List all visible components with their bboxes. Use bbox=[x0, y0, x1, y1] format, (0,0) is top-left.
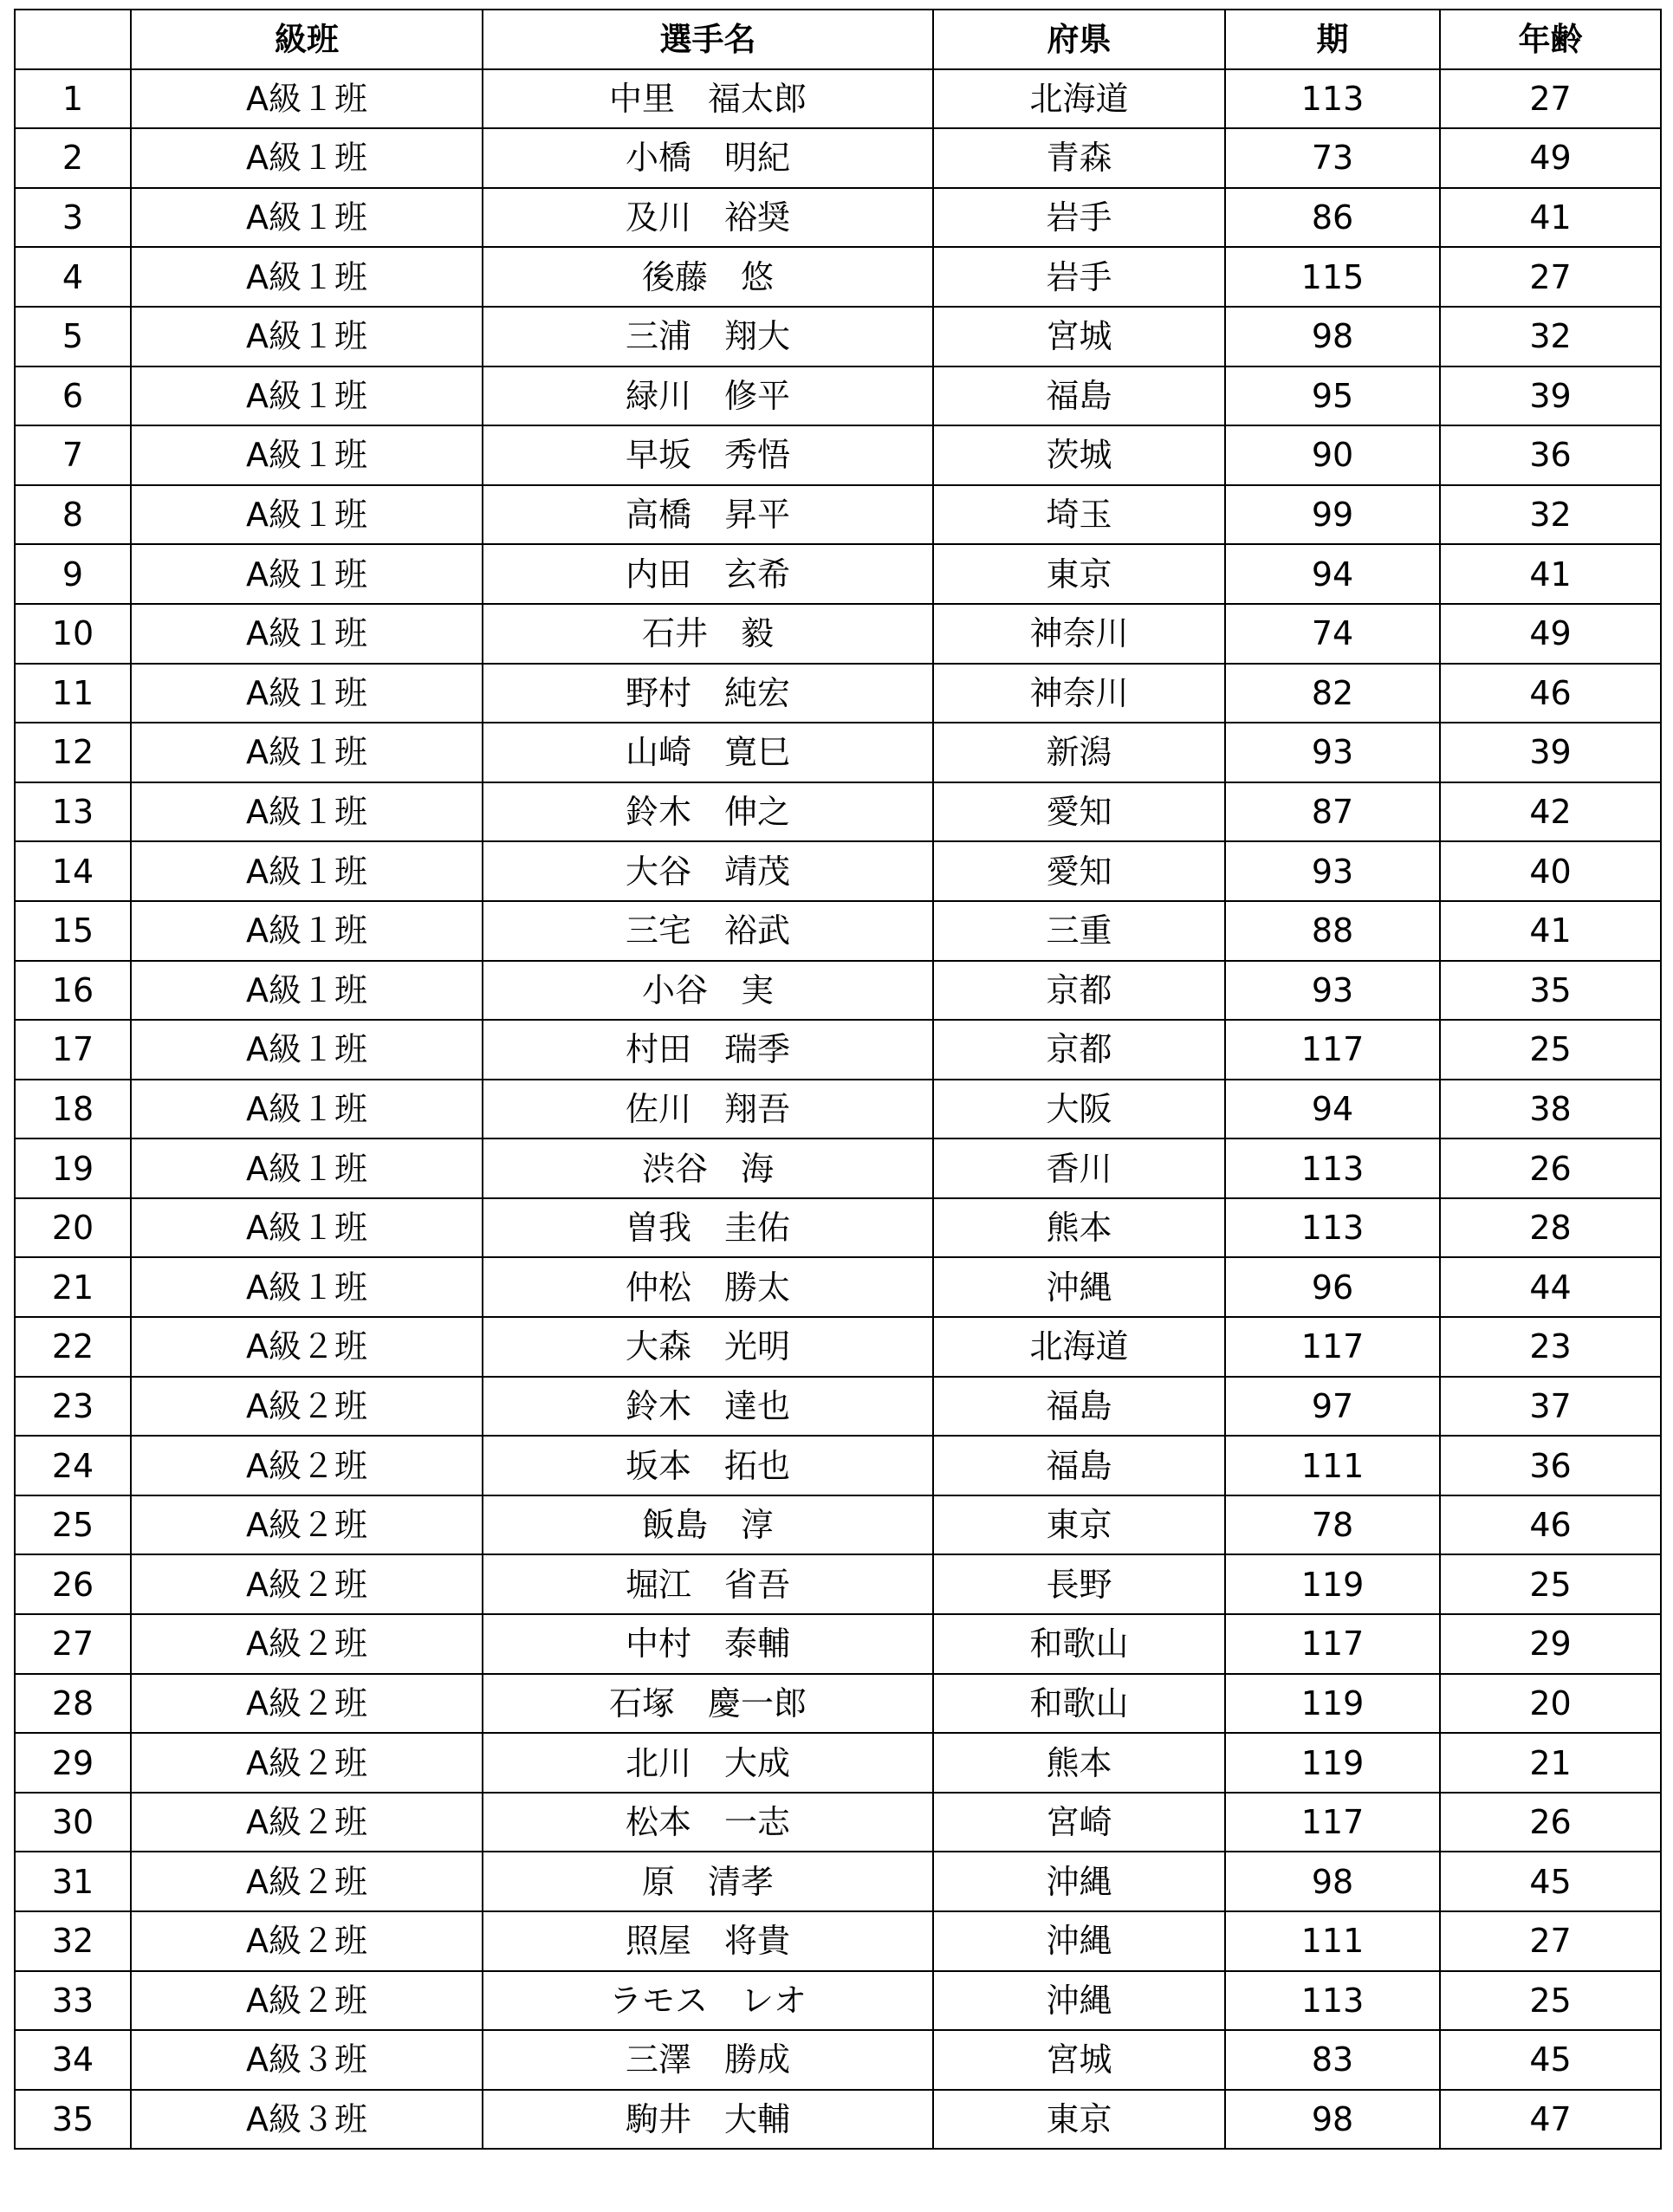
row-age: 25 bbox=[1440, 1971, 1661, 2031]
row-age: 27 bbox=[1440, 247, 1661, 307]
table-row bbox=[15, 1614, 1661, 1674]
row-class: A級２班 bbox=[131, 1793, 483, 1852]
row-number: 27 bbox=[15, 1614, 131, 1674]
row-number: 15 bbox=[15, 901, 131, 961]
row-age: 23 bbox=[1440, 1317, 1661, 1377]
row-age: 49 bbox=[1440, 604, 1661, 664]
table-row bbox=[15, 1138, 1661, 1198]
row-term: 98 bbox=[1225, 2090, 1440, 2150]
row-class: A級２班 bbox=[131, 1377, 483, 1437]
row-name: 村田 瑞季 bbox=[483, 1020, 933, 1080]
row-number: 2 bbox=[15, 128, 131, 188]
table-row bbox=[15, 1911, 1661, 1971]
row-age: 29 bbox=[1440, 1614, 1661, 1674]
row-prefecture: 熊本 bbox=[933, 1733, 1225, 1793]
table-row bbox=[15, 1971, 1661, 2031]
row-prefecture: 北海道 bbox=[933, 1317, 1225, 1377]
row-prefecture: 福島 bbox=[933, 1377, 1225, 1437]
table-row bbox=[15, 69, 1661, 129]
row-term: 96 bbox=[1225, 1257, 1440, 1317]
row-prefecture: 岩手 bbox=[933, 188, 1225, 248]
row-prefecture: 宮崎 bbox=[933, 1793, 1225, 1852]
row-number: 7 bbox=[15, 425, 131, 485]
row-prefecture: 神奈川 bbox=[933, 664, 1225, 723]
row-name: 中村 泰輔 bbox=[483, 1614, 933, 1674]
row-number: 16 bbox=[15, 961, 131, 1021]
row-age: 45 bbox=[1440, 1852, 1661, 1911]
row-class: A級１班 bbox=[131, 1257, 483, 1317]
row-class: A級２班 bbox=[131, 1495, 483, 1555]
row-age: 41 bbox=[1440, 544, 1661, 604]
row-class: A級２班 bbox=[131, 1554, 483, 1614]
table-row bbox=[15, 1020, 1661, 1080]
row-term: 88 bbox=[1225, 901, 1440, 961]
row-number: 35 bbox=[15, 2090, 131, 2150]
row-number: 13 bbox=[15, 782, 131, 842]
row-class: A級１班 bbox=[131, 1080, 483, 1139]
row-number: 4 bbox=[15, 247, 131, 307]
table-row bbox=[15, 425, 1661, 485]
row-age: 39 bbox=[1440, 723, 1661, 782]
row-term: 111 bbox=[1225, 1911, 1440, 1971]
row-number: 5 bbox=[15, 307, 131, 367]
row-number: 21 bbox=[15, 1257, 131, 1317]
row-class: A級２班 bbox=[131, 1852, 483, 1911]
row-age: 28 bbox=[1440, 1198, 1661, 1258]
row-term: 94 bbox=[1225, 544, 1440, 604]
row-class: A級１班 bbox=[131, 1138, 483, 1198]
row-name: 石塚 慶一郎 bbox=[483, 1674, 933, 1734]
rider-roster-table bbox=[14, 9, 1662, 2150]
row-prefecture: 北海道 bbox=[933, 69, 1225, 129]
row-number: 29 bbox=[15, 1733, 131, 1793]
row-prefecture: 愛知 bbox=[933, 782, 1225, 842]
row-term: 113 bbox=[1225, 1971, 1440, 2031]
row-class: A級１班 bbox=[131, 247, 483, 307]
row-number: 14 bbox=[15, 841, 131, 901]
row-prefecture: 大阪 bbox=[933, 1080, 1225, 1139]
row-prefecture: 茨城 bbox=[933, 425, 1225, 485]
row-term: 117 bbox=[1225, 1317, 1440, 1377]
row-name: 高橋 昇平 bbox=[483, 485, 933, 545]
row-name: 及川 裕奨 bbox=[483, 188, 933, 248]
row-class: A級１班 bbox=[131, 188, 483, 248]
row-name: 仲松 勝太 bbox=[483, 1257, 933, 1317]
table-row bbox=[15, 1377, 1661, 1437]
row-number: 17 bbox=[15, 1020, 131, 1080]
row-term: 98 bbox=[1225, 1852, 1440, 1911]
row-age: 32 bbox=[1440, 307, 1661, 367]
row-term: 90 bbox=[1225, 425, 1440, 485]
row-name: 坂本 拓也 bbox=[483, 1436, 933, 1495]
row-prefecture: 京都 bbox=[933, 1020, 1225, 1080]
row-name: 原 清孝 bbox=[483, 1852, 933, 1911]
row-class: A級１班 bbox=[131, 128, 483, 188]
row-age: 42 bbox=[1440, 782, 1661, 842]
row-class: A級２班 bbox=[131, 1317, 483, 1377]
row-age: 45 bbox=[1440, 2030, 1661, 2090]
row-class: A級２班 bbox=[131, 1971, 483, 2031]
row-age: 25 bbox=[1440, 1554, 1661, 1614]
table-row bbox=[15, 544, 1661, 604]
row-name: 小橋 明紀 bbox=[483, 128, 933, 188]
table-row bbox=[15, 961, 1661, 1021]
row-number: 1 bbox=[15, 69, 131, 129]
row-age: 26 bbox=[1440, 1793, 1661, 1852]
row-age: 41 bbox=[1440, 901, 1661, 961]
header-no bbox=[15, 10, 131, 69]
row-prefecture: 熊本 bbox=[933, 1198, 1225, 1258]
table-row bbox=[15, 1495, 1661, 1555]
row-age: 26 bbox=[1440, 1138, 1661, 1198]
row-age: 38 bbox=[1440, 1080, 1661, 1139]
row-term: 78 bbox=[1225, 1495, 1440, 1555]
row-term: 117 bbox=[1225, 1020, 1440, 1080]
row-number: 34 bbox=[15, 2030, 131, 2090]
table-row bbox=[15, 1674, 1661, 1734]
table-row bbox=[15, 1317, 1661, 1377]
table-row bbox=[15, 1198, 1661, 1258]
row-class: A級１班 bbox=[131, 841, 483, 901]
row-class: A級１班 bbox=[131, 782, 483, 842]
table-row bbox=[15, 1733, 1661, 1793]
table-row bbox=[15, 664, 1661, 723]
row-number: 12 bbox=[15, 723, 131, 782]
row-name: 中里 福太郎 bbox=[483, 69, 933, 129]
row-number: 24 bbox=[15, 1436, 131, 1495]
row-number: 20 bbox=[15, 1198, 131, 1258]
row-number: 31 bbox=[15, 1852, 131, 1911]
row-term: 99 bbox=[1225, 485, 1440, 545]
row-prefecture: 愛知 bbox=[933, 841, 1225, 901]
row-name: 鈴木 達也 bbox=[483, 1377, 933, 1437]
row-name: 野村 純宏 bbox=[483, 664, 933, 723]
row-prefecture: 沖縄 bbox=[933, 1257, 1225, 1317]
row-name: 大谷 靖茂 bbox=[483, 841, 933, 901]
row-age: 49 bbox=[1440, 128, 1661, 188]
row-age: 46 bbox=[1440, 1495, 1661, 1555]
row-age: 36 bbox=[1440, 425, 1661, 485]
row-term: 93 bbox=[1225, 961, 1440, 1021]
row-term: 119 bbox=[1225, 1733, 1440, 1793]
row-prefecture: 神奈川 bbox=[933, 604, 1225, 664]
row-name: 後藤 悠 bbox=[483, 247, 933, 307]
table-row bbox=[15, 247, 1661, 307]
row-class: A級１班 bbox=[131, 307, 483, 367]
row-age: 41 bbox=[1440, 188, 1661, 248]
row-class: A級１班 bbox=[131, 961, 483, 1021]
row-name: 飯島 淳 bbox=[483, 1495, 933, 1555]
table-row bbox=[15, 1852, 1661, 1911]
row-age: 27 bbox=[1440, 1911, 1661, 1971]
table-row bbox=[15, 782, 1661, 842]
row-age: 46 bbox=[1440, 664, 1661, 723]
row-number: 23 bbox=[15, 1377, 131, 1437]
row-number: 10 bbox=[15, 604, 131, 664]
row-age: 40 bbox=[1440, 841, 1661, 901]
row-class: A級２班 bbox=[131, 1614, 483, 1674]
row-class: A級１班 bbox=[131, 1020, 483, 1080]
row-term: 119 bbox=[1225, 1674, 1440, 1734]
row-prefecture: 長野 bbox=[933, 1554, 1225, 1614]
row-term: 87 bbox=[1225, 782, 1440, 842]
row-term: 113 bbox=[1225, 1138, 1440, 1198]
row-term: 117 bbox=[1225, 1614, 1440, 1674]
row-name: 照屋 将貴 bbox=[483, 1911, 933, 1971]
row-number: 33 bbox=[15, 1971, 131, 2031]
row-prefecture: 東京 bbox=[933, 1495, 1225, 1555]
row-number: 3 bbox=[15, 188, 131, 248]
row-age: 36 bbox=[1440, 1436, 1661, 1495]
row-name: 三宅 裕武 bbox=[483, 901, 933, 961]
row-term: 93 bbox=[1225, 841, 1440, 901]
row-term: 115 bbox=[1225, 247, 1440, 307]
table-row bbox=[15, 901, 1661, 961]
table-header-row bbox=[15, 10, 1661, 69]
row-age: 39 bbox=[1440, 367, 1661, 426]
row-prefecture: 埼玉 bbox=[933, 485, 1225, 545]
row-prefecture: 青森 bbox=[933, 128, 1225, 188]
row-age: 21 bbox=[1440, 1733, 1661, 1793]
row-name: 曽我 圭佑 bbox=[483, 1198, 933, 1258]
header-age: 年齢 bbox=[1440, 10, 1661, 69]
row-number: 26 bbox=[15, 1554, 131, 1614]
row-class: A級２班 bbox=[131, 1674, 483, 1734]
row-age: 32 bbox=[1440, 485, 1661, 545]
row-name: 三澤 勝成 bbox=[483, 2030, 933, 2090]
row-name: 緑川 修平 bbox=[483, 367, 933, 426]
header-term: 期 bbox=[1225, 10, 1440, 69]
row-number: 11 bbox=[15, 664, 131, 723]
row-class: A級２班 bbox=[131, 1436, 483, 1495]
row-name: 三浦 翔大 bbox=[483, 307, 933, 367]
row-number: 6 bbox=[15, 367, 131, 426]
row-number: 8 bbox=[15, 485, 131, 545]
row-name: 鈴木 伸之 bbox=[483, 782, 933, 842]
row-term: 119 bbox=[1225, 1554, 1440, 1614]
table-row bbox=[15, 723, 1661, 782]
row-term: 82 bbox=[1225, 664, 1440, 723]
table-row bbox=[15, 1436, 1661, 1495]
row-term: 86 bbox=[1225, 188, 1440, 248]
row-class: A級１班 bbox=[131, 604, 483, 664]
row-term: 113 bbox=[1225, 1198, 1440, 1258]
row-number: 30 bbox=[15, 1793, 131, 1852]
row-name: 山崎 寛巳 bbox=[483, 723, 933, 782]
row-term: 117 bbox=[1225, 1793, 1440, 1852]
row-prefecture: 岩手 bbox=[933, 247, 1225, 307]
table-row bbox=[15, 485, 1661, 545]
row-term: 97 bbox=[1225, 1377, 1440, 1437]
header-class: 級班 bbox=[131, 10, 483, 69]
row-name: 松本 一志 bbox=[483, 1793, 933, 1852]
row-prefecture: 沖縄 bbox=[933, 1852, 1225, 1911]
row-age: 20 bbox=[1440, 1674, 1661, 1734]
table-row bbox=[15, 307, 1661, 367]
row-number: 32 bbox=[15, 1911, 131, 1971]
row-name: 渋谷 海 bbox=[483, 1138, 933, 1198]
row-term: 111 bbox=[1225, 1436, 1440, 1495]
table-row bbox=[15, 1554, 1661, 1614]
table-row bbox=[15, 2030, 1661, 2090]
row-number: 9 bbox=[15, 544, 131, 604]
row-age: 25 bbox=[1440, 1020, 1661, 1080]
table-body bbox=[15, 69, 1661, 2150]
row-term: 74 bbox=[1225, 604, 1440, 664]
row-class: A級３班 bbox=[131, 2030, 483, 2090]
row-number: 25 bbox=[15, 1495, 131, 1555]
row-class: A級２班 bbox=[131, 1911, 483, 1971]
header-prefecture: 府県 bbox=[933, 10, 1225, 69]
row-name: ラモス レオ bbox=[483, 1971, 933, 2031]
table-row bbox=[15, 128, 1661, 188]
table-row bbox=[15, 1793, 1661, 1852]
row-name: 小谷 実 bbox=[483, 961, 933, 1021]
row-prefecture: 新潟 bbox=[933, 723, 1225, 782]
row-prefecture: 和歌山 bbox=[933, 1614, 1225, 1674]
row-class: A級１班 bbox=[131, 544, 483, 604]
header-name: 選手名 bbox=[483, 10, 933, 69]
row-prefecture: 沖縄 bbox=[933, 1971, 1225, 2031]
row-term: 93 bbox=[1225, 723, 1440, 782]
row-number: 22 bbox=[15, 1317, 131, 1377]
table-row bbox=[15, 1257, 1661, 1317]
row-prefecture: 宮城 bbox=[933, 307, 1225, 367]
row-class: A級１班 bbox=[131, 69, 483, 129]
row-name: 堀江 省吾 bbox=[483, 1554, 933, 1614]
row-prefecture: 香川 bbox=[933, 1138, 1225, 1198]
row-term: 73 bbox=[1225, 128, 1440, 188]
table-row bbox=[15, 841, 1661, 901]
row-class: A級３班 bbox=[131, 2090, 483, 2150]
row-name: 佐川 翔吾 bbox=[483, 1080, 933, 1139]
row-class: A級２班 bbox=[131, 1733, 483, 1793]
row-age: 44 bbox=[1440, 1257, 1661, 1317]
table-row bbox=[15, 2090, 1661, 2150]
row-term: 98 bbox=[1225, 307, 1440, 367]
row-name: 駒井 大輔 bbox=[483, 2090, 933, 2150]
row-age: 47 bbox=[1440, 2090, 1661, 2150]
row-class: A級１班 bbox=[131, 367, 483, 426]
row-prefecture: 京都 bbox=[933, 961, 1225, 1021]
row-name: 内田 玄希 bbox=[483, 544, 933, 604]
row-class: A級１班 bbox=[131, 425, 483, 485]
row-name: 石井 毅 bbox=[483, 604, 933, 664]
row-term: 94 bbox=[1225, 1080, 1440, 1139]
row-age: 37 bbox=[1440, 1377, 1661, 1437]
row-term: 95 bbox=[1225, 367, 1440, 426]
row-term: 83 bbox=[1225, 2030, 1440, 2090]
row-class: A級１班 bbox=[131, 1198, 483, 1258]
row-class: A級１班 bbox=[131, 485, 483, 545]
table-row bbox=[15, 604, 1661, 664]
table-row bbox=[15, 1080, 1661, 1139]
table-row bbox=[15, 188, 1661, 248]
table-row bbox=[15, 367, 1661, 426]
row-prefecture: 東京 bbox=[933, 544, 1225, 604]
row-prefecture: 宮城 bbox=[933, 2030, 1225, 2090]
row-age: 35 bbox=[1440, 961, 1661, 1021]
row-prefecture: 福島 bbox=[933, 367, 1225, 426]
row-prefecture: 福島 bbox=[933, 1436, 1225, 1495]
row-age: 27 bbox=[1440, 69, 1661, 129]
row-number: 28 bbox=[15, 1674, 131, 1734]
row-term: 113 bbox=[1225, 69, 1440, 129]
row-name: 大森 光明 bbox=[483, 1317, 933, 1377]
row-number: 18 bbox=[15, 1080, 131, 1139]
row-class: A級１班 bbox=[131, 901, 483, 961]
row-class: A級１班 bbox=[131, 723, 483, 782]
row-name: 早坂 秀悟 bbox=[483, 425, 933, 485]
row-prefecture: 和歌山 bbox=[933, 1674, 1225, 1734]
row-prefecture: 三重 bbox=[933, 901, 1225, 961]
row-prefecture: 沖縄 bbox=[933, 1911, 1225, 1971]
row-name: 北川 大成 bbox=[483, 1733, 933, 1793]
row-class: A級１班 bbox=[131, 664, 483, 723]
row-prefecture: 東京 bbox=[933, 2090, 1225, 2150]
row-number: 19 bbox=[15, 1138, 131, 1198]
